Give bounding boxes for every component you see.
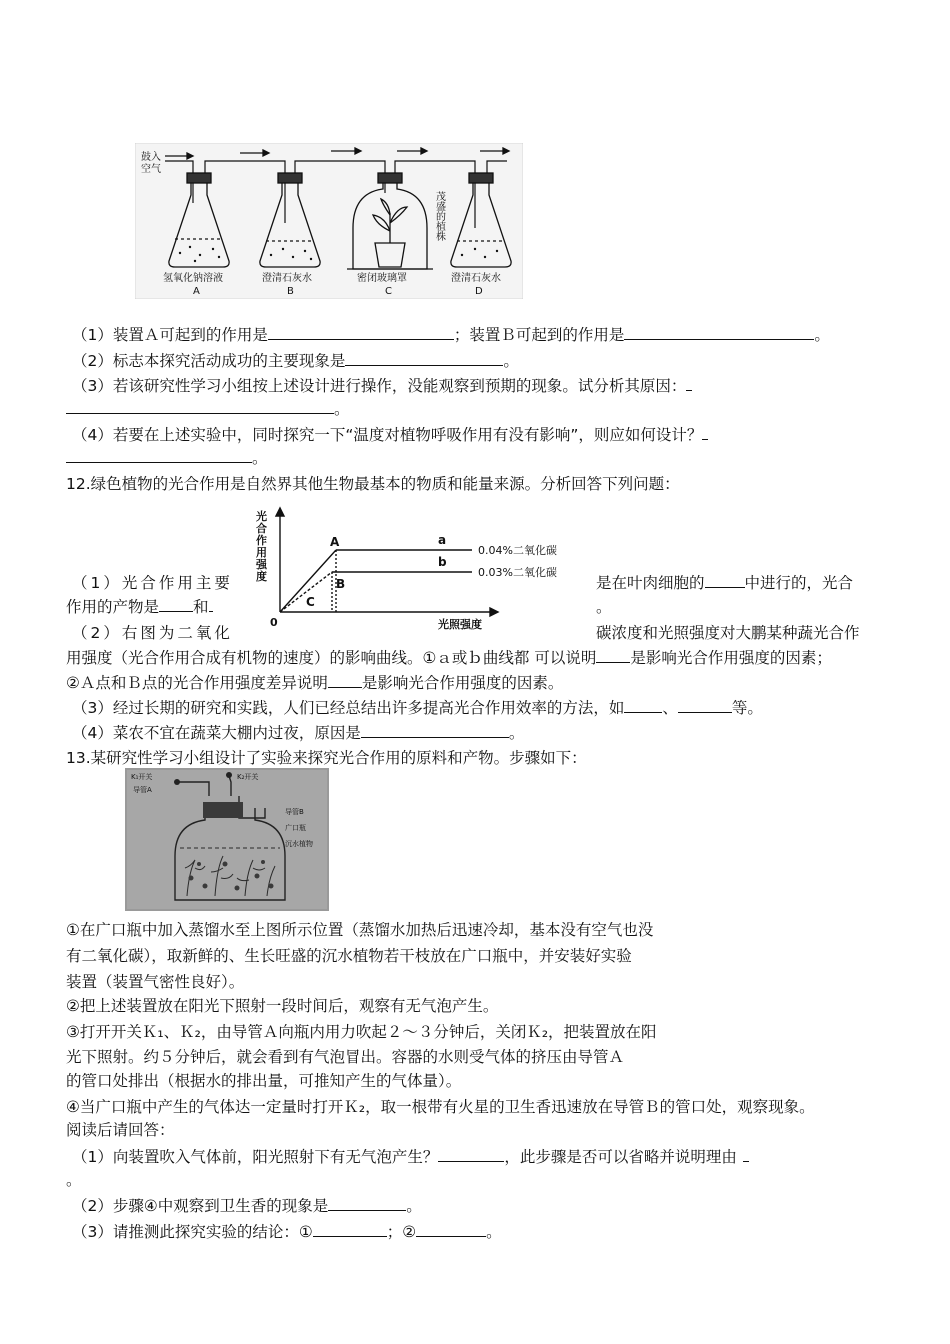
graph-ylabel-4: 强 (256, 558, 267, 571)
apparatus-figure (135, 143, 523, 299)
bottle-tube-b-label: 导管B (285, 808, 304, 816)
q13-2-end: 。 (406, 1197, 422, 1215)
q12-4-text-b: 是影响光合作用强度的因素； (630, 649, 832, 667)
q11-1-blank-a[interactable] (268, 323, 454, 340)
graph-ylabel-1: 合 (256, 522, 267, 535)
flask-b-letter: B (287, 286, 294, 297)
q12-line-3-right: 碳浓度和光照强度对大鹏某种蔬光合作 (596, 624, 860, 642)
graph-origin: 0 (270, 616, 278, 629)
q11-2-text: （2）标志本探究活动成功的主要现象是 (72, 352, 346, 370)
graph-label-b: 0.03%二氧化碳 (478, 566, 557, 579)
q12-2-text-b: 和 (193, 598, 209, 616)
graph-ylabel-0: 光 (256, 510, 267, 523)
photosynthesis-graph (252, 506, 592, 632)
flask-c-label: 密闭玻璃罩 (357, 273, 407, 284)
q11-1-blank-b[interactable] (624, 323, 814, 340)
q12-2-blank-b[interactable] (209, 595, 213, 612)
bottle-k1-label: K₁开关 (131, 773, 153, 781)
q11-2-blank[interactable] (345, 349, 503, 366)
graph-curve-a: a (438, 533, 447, 547)
q13-step-1c: 装置（装置气密性良好）。 (66, 973, 245, 991)
q13-3-text-a: （3）请推测此探究实验的结论：① (72, 1223, 313, 1241)
q11-4-end: 。 (252, 449, 268, 467)
q13-3-end: 。 (486, 1223, 502, 1241)
flask-d-letter: D (475, 286, 483, 297)
q11-1-end: 。 (814, 326, 830, 344)
q12-6-text-c: 等。 (731, 699, 763, 717)
q12-6-text-a: （3）经过长期的研究和实践，人们已经总结出许多提高光合作用效率的方法，如 (72, 699, 625, 717)
q13-step-1a: ①在广口瓶中加入蒸馏水至上图所示位置（蒸馏水加热后迅速冷却，基本没有空气也没 (66, 921, 654, 939)
graph-point-c: C (306, 595, 315, 609)
q12-1-text-c: 中进行的，光合 (744, 574, 854, 592)
bottle-mouth-label: 广口瓶 (285, 824, 306, 832)
q12-intro: 12.绿色植物的光合作用是自然界其他生物最基本的物质和能量来源。分析回答下列问题： (66, 475, 680, 493)
flask-b-label: 澄清石灰水 (262, 273, 312, 284)
q12-1-blank[interactable] (705, 571, 745, 588)
graph-ylabel-3: 用 (256, 546, 267, 559)
q12-6-text-b: 、 (662, 699, 678, 717)
q11-line-3 (72, 374, 692, 398)
q11-2-end: 。 (503, 352, 519, 370)
q13-answer-3 (72, 1220, 502, 1244)
q13-intro: 13.某研究性学习小组设计了实验来探究光合作用的原料和产物。步骤如下： (66, 749, 587, 767)
q13-1-blank-b[interactable] (743, 1145, 749, 1162)
q13-step-3c: 的管口处排出（根据水的排出量，可推知产生的气体量）。 (66, 1072, 462, 1090)
q12-4-text-a: 用强度（光合作用合成有机物的速度）的影响曲线。①ａ或ｂ曲线都 可以说明 (66, 649, 597, 667)
q12-line-1-left (72, 571, 233, 595)
q12-1-text-a: （1）光合作用主要 (72, 574, 233, 592)
q12-5-text-b: 是影响光合作用强度的因素。 (361, 674, 564, 692)
q11-line-3b (66, 397, 350, 421)
q12-7-blank[interactable] (361, 721, 509, 738)
q12-2-text-a: 作用的产物是 (66, 598, 160, 616)
q11-4-text: （4）若要在上述实验中，同时探究一下“温度对植物呼吸作用有没有影响”，则应如何设计？ (72, 426, 703, 444)
q12-5-text-a: ②Ａ点和Ｂ点的光合作用强度差异说明 (66, 674, 328, 692)
q13-step-4: ④当广口瓶中产生的气体达一定量时打开Ｋ₂，取一根带有火星的卫生香迅速放在导管Ｂ的管口处，观察现象。 (66, 1098, 815, 1116)
q13-3-blank-a[interactable] (313, 1220, 387, 1237)
q11-line-2 (72, 349, 519, 373)
bottle-figure (125, 768, 329, 911)
q13-read: 阅读后请回答： (66, 1121, 175, 1139)
q11-4-blank-tail[interactable] (702, 423, 708, 440)
plant-label: 茂盛的植株 (433, 191, 445, 241)
bottle-k2-label: K₂开关 (237, 773, 259, 781)
flask-a-letter: A (193, 286, 200, 297)
q12-1-text-b: 是在叶肉细胞的 (596, 574, 705, 592)
q11-3-end: 。 (334, 400, 350, 418)
flask-a-label: 氢氧化钠溶液 (163, 273, 223, 284)
q11-3-text: （3）若该研究性学习小组按上述设计进行操作，没能观察到预期的现象。试分析其原因： (72, 377, 687, 395)
q13-1-text-a: （1）向装置吹入气体前，阳光照射下有无气泡产生？ (72, 1148, 439, 1166)
q11-3-blank-tail[interactable] (686, 374, 692, 391)
q13-step-2: ②把上述装置放在阳光下照射一段时间后，观察有无气泡产生。 (66, 997, 499, 1015)
graph-curve-b: b (438, 555, 447, 569)
q11-line-1 (72, 323, 830, 347)
q11-line-4 (72, 423, 708, 447)
flask-d-label: 澄清石灰水 (451, 273, 501, 284)
q12-7-text-a: （4）菜农不宜在蔬菜大棚内过夜，原因是 (72, 724, 361, 742)
q13-2-blank[interactable] (328, 1194, 406, 1211)
q13-1-text-b: ，此步骤是否可以省略并说明理由 (504, 1148, 737, 1166)
q11-4-blank[interactable] (66, 446, 252, 463)
q13-step-3b: 光下照射。约５分钟后，就会看到有气泡冒出。容器的水则受气体的挤压由导管Ａ (66, 1048, 625, 1066)
q12-line-6 (72, 696, 763, 720)
q12-2-blank-a[interactable] (159, 595, 193, 612)
q13-1-blank-a[interactable] (438, 1145, 504, 1162)
q13-answer-2 (72, 1194, 422, 1218)
bottle-tube-a-label: 导管A (133, 786, 152, 794)
q12-4-blank[interactable] (596, 646, 630, 663)
q12-line-4 (66, 646, 832, 670)
q13-3-text-b: ；② (386, 1223, 417, 1241)
q12-3-text-a: （2）右图为二氧化 (72, 624, 233, 642)
q12-line-5 (66, 671, 563, 695)
q11-1-text-b: ；装置Ｂ可起到的作用是 (453, 326, 625, 344)
input-label-1: 鼓入 (141, 152, 161, 163)
q12-7-end: 。 (508, 724, 525, 742)
q12-line-1-right (596, 571, 853, 595)
q12-6-blank-b[interactable] (678, 696, 732, 713)
flask-c-letter: C (385, 286, 392, 297)
q12-5-blank[interactable] (328, 671, 362, 688)
graph-ylabel-2: 作 (256, 534, 267, 547)
q13-answer-1-end: 。 (66, 1171, 82, 1189)
graph-label-a: 0.04%二氧化碳 (478, 544, 557, 557)
graph-xlabel: 光照强度 (438, 618, 482, 631)
q11-1-text-a: （1）装置Ａ可起到的作用是 (72, 326, 268, 344)
q12-line-3-left (72, 621, 233, 645)
graph-ylabel-5: 度 (256, 570, 267, 583)
q13-step-1b: 有二氧化碳），取新鲜的、生长旺盛的沉水植物若干枝放在广口瓶中，并安装好实验 (66, 947, 632, 965)
q12-line-2-right: 。 (596, 598, 612, 616)
q13-3-blank-b[interactable] (416, 1220, 486, 1237)
q13-step-3a: ③打开开关Ｋ₁、Ｋ₂，由导管Ａ向瓶内用力吹起２～３分钟后，关闭Ｋ₂，把装置放在阳 (66, 1023, 657, 1041)
q13-2-text: （2）步骤④中观察到卫生香的现象是 (72, 1197, 329, 1215)
graph-point-b: B (336, 577, 346, 591)
q12-line-7 (72, 721, 524, 745)
q12-line-2-left (66, 595, 213, 619)
bottle-plant-label: 沉水植物 (285, 840, 313, 848)
graph-point-a: A (330, 535, 340, 549)
input-label-2: 空气 (141, 164, 161, 175)
q12-6-blank-a[interactable] (624, 696, 662, 713)
q11-line-4b (66, 446, 268, 470)
q11-3-blank[interactable] (66, 397, 334, 414)
q13-answer-1 (72, 1145, 749, 1169)
